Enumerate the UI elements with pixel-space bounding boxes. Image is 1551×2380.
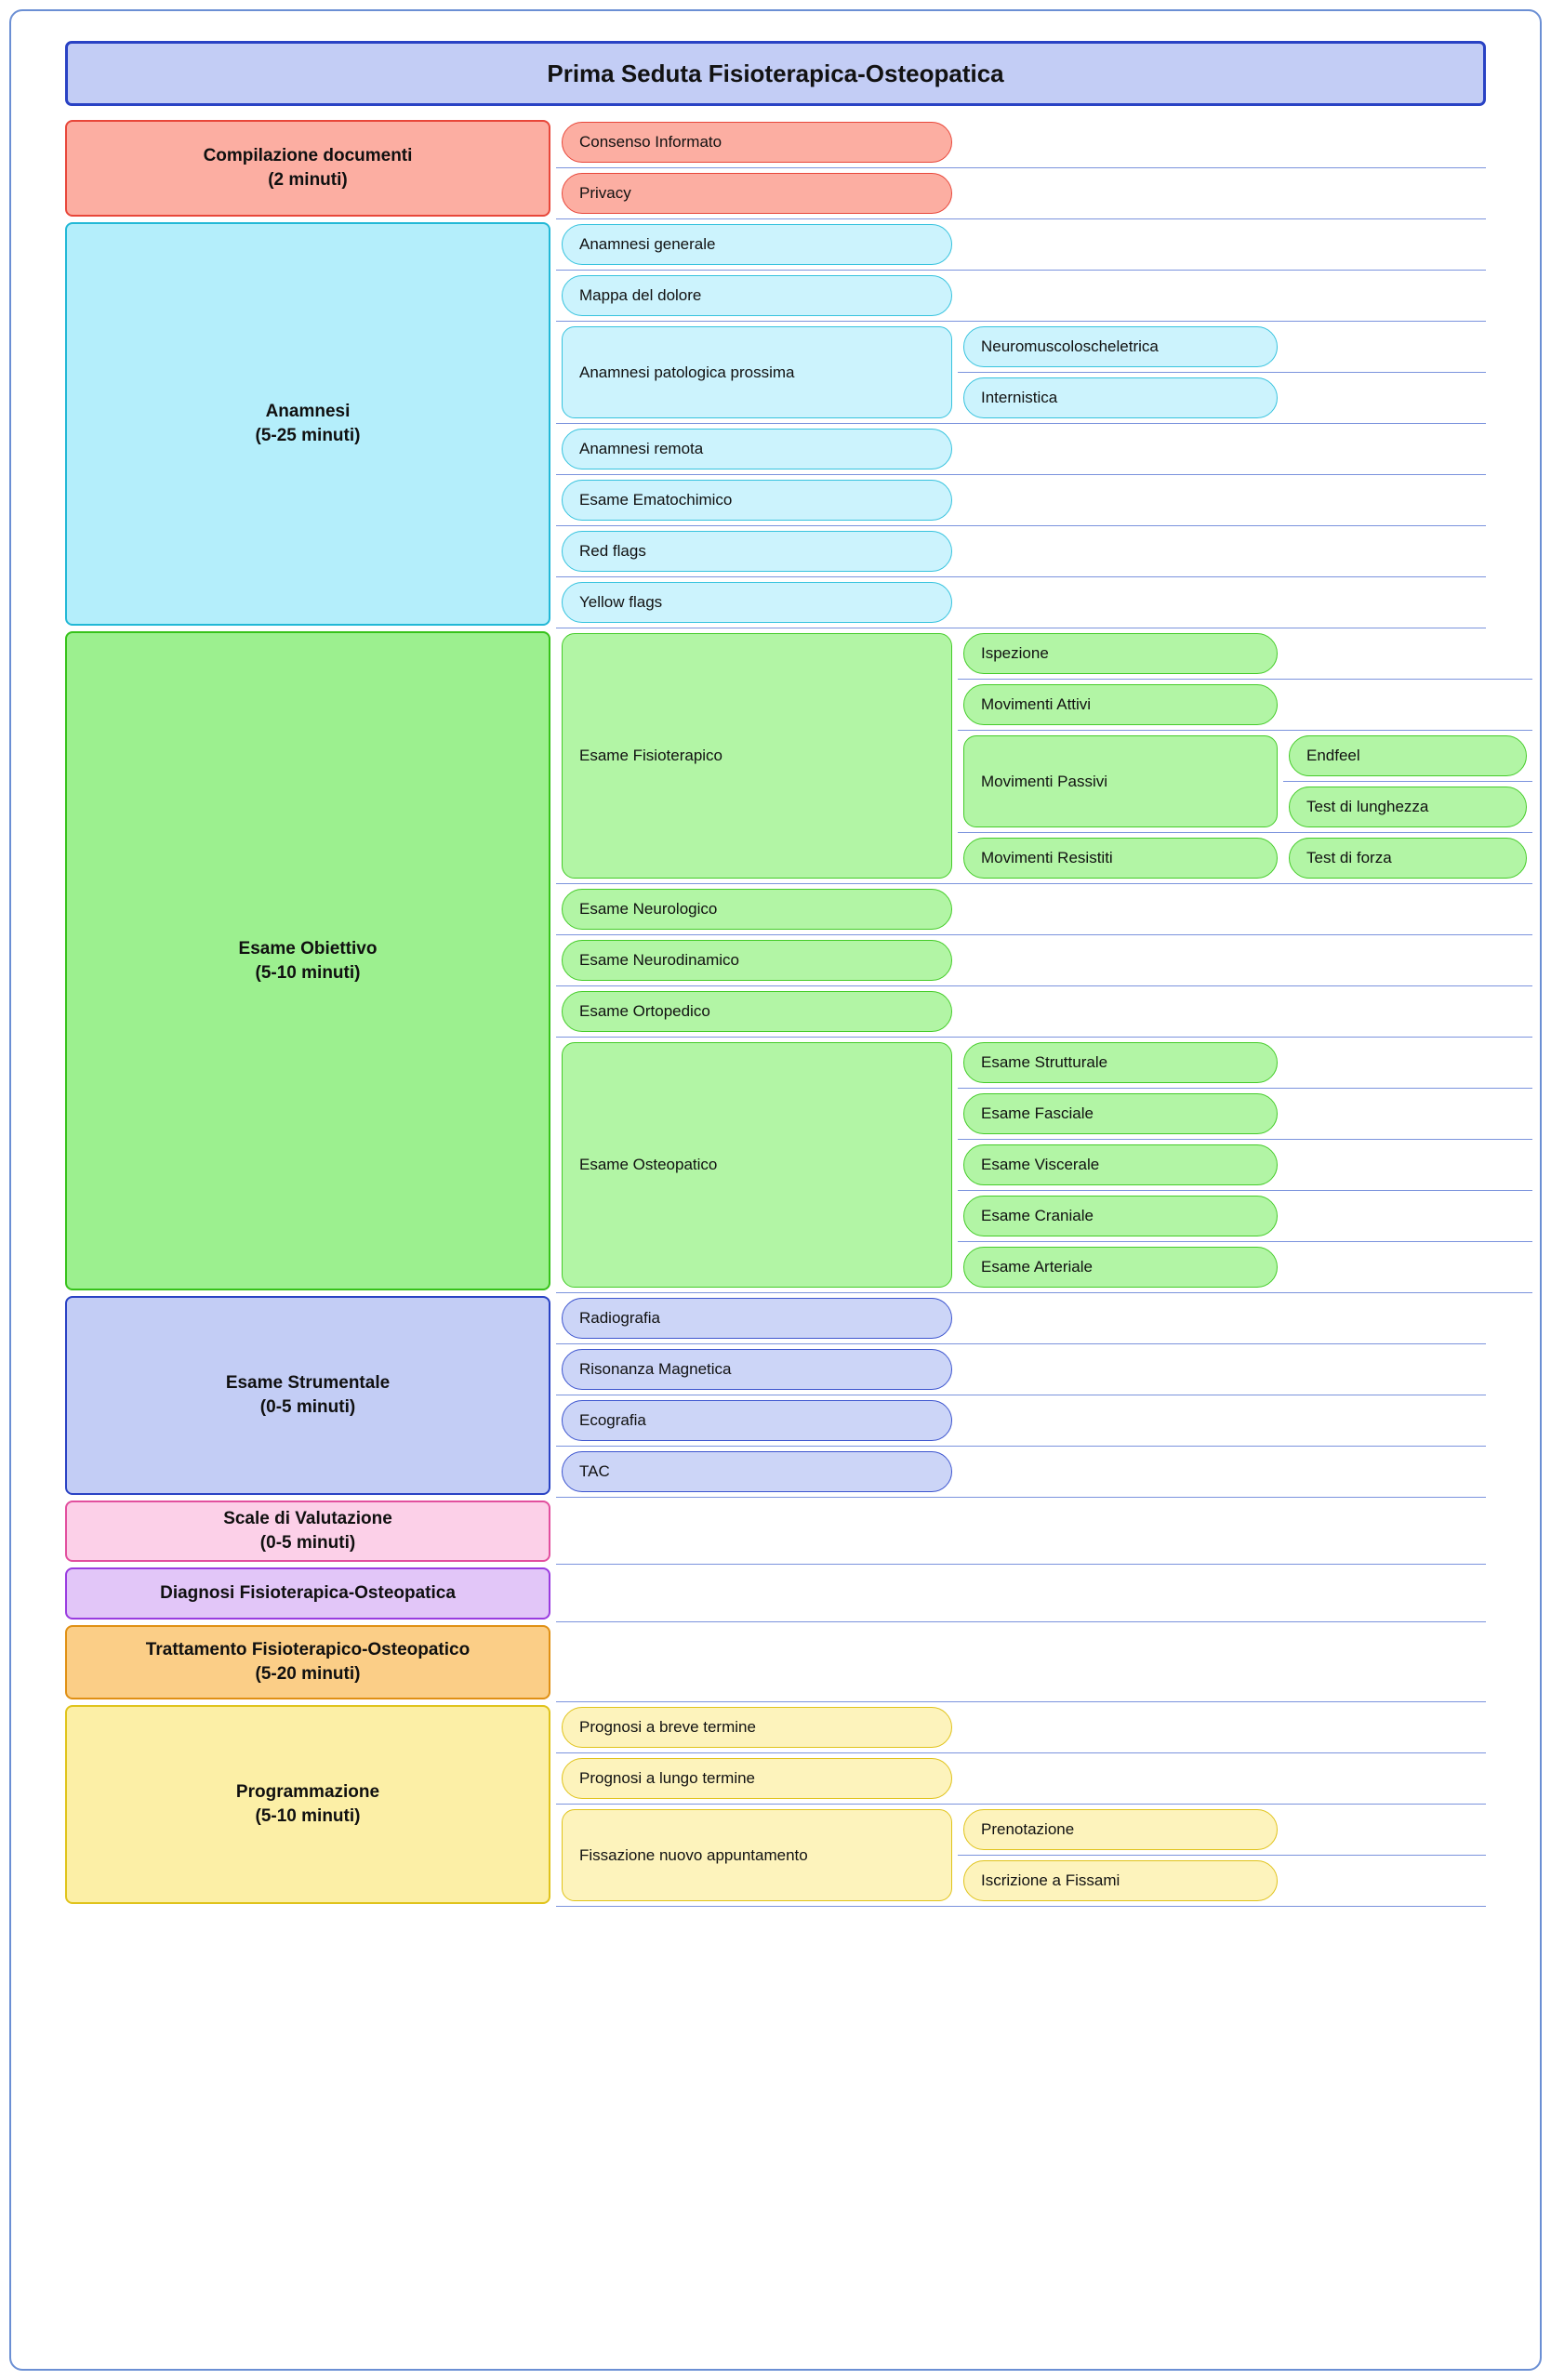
subitem-cell — [958, 373, 1283, 423]
empty-cell — [958, 1344, 1486, 1395]
subitem-cell — [958, 1191, 1283, 1241]
item-anamnesi-patologica-prossima[interactable]: Anamnesi patologica prossima — [562, 326, 952, 418]
diagram-content — [39, 20, 1512, 1907]
empty-cell — [1283, 680, 1532, 730]
item-esame-fisioterapico[interactable]: Esame Fisioterapico — [562, 633, 952, 879]
subitem-row — [958, 1856, 1486, 1906]
item-row — [556, 1498, 1486, 1565]
item-row — [556, 322, 1486, 424]
subitem-row — [958, 322, 1486, 373]
subitem-cell — [958, 1242, 1283, 1292]
section-compilazione-documenti — [65, 117, 1486, 219]
stage-esame-strumentale[interactable] — [65, 1296, 550, 1495]
stage-cell — [65, 628, 556, 1293]
subitem-row — [958, 1089, 1532, 1140]
subitem-cell — [958, 731, 1283, 832]
item-row — [556, 1038, 1532, 1293]
item-cell — [556, 168, 958, 218]
item-red-flags[interactable]: Red flags — [562, 531, 952, 572]
subitems-column — [958, 628, 1532, 883]
empty-cell — [1283, 1038, 1532, 1088]
item-row — [556, 1805, 1486, 1907]
diagram-title: Prima Seduta Fisioterapica-Osteopatica — [65, 41, 1486, 106]
stage-label-line1: Trattamento Fisioterapico-Osteopatico — [145, 1640, 471, 1660]
item-row — [556, 935, 1532, 986]
empty-cell — [958, 117, 1486, 167]
empty-cell — [556, 1498, 1486, 1564]
stage-label-line1: Esame Obiettivo — [238, 938, 378, 959]
stage-programmazione[interactable] — [65, 1705, 550, 1904]
empty-cell — [1283, 1856, 1486, 1906]
leaf-test-di-lunghezza[interactable]: Test di lunghezza — [1289, 787, 1527, 827]
subitem-cell — [958, 833, 1283, 883]
subitem-esame-craniale[interactable]: Esame Craniale — [963, 1196, 1278, 1236]
stage-label-line1: Anamnesi — [265, 402, 351, 422]
stage-scale-di-valutazione[interactable] — [65, 1501, 550, 1562]
stage-label-line2: (5-25 minuti) — [255, 426, 361, 445]
items-column — [556, 1622, 1486, 1702]
items-column — [556, 1565, 1486, 1622]
item-cell — [556, 1447, 958, 1497]
items-column — [556, 219, 1486, 628]
subitem-cell — [958, 1089, 1283, 1139]
item-consenso-informato[interactable]: Consenso Informato — [562, 122, 952, 163]
items-column — [556, 117, 1486, 219]
item-cell — [556, 219, 958, 270]
stage-label-line2: (0-5 minuti) — [259, 1533, 356, 1553]
leaf-endfeel[interactable]: Endfeel — [1289, 735, 1527, 776]
item-radiografia[interactable]: Radiografia — [562, 1298, 952, 1339]
item-mappa-del-dolore[interactable]: Mappa del dolore — [562, 275, 952, 316]
empty-cell — [1283, 373, 1486, 423]
item-anamnesi-generale[interactable]: Anamnesi generale — [562, 224, 952, 265]
subitem-row — [958, 680, 1532, 731]
empty-cell — [1283, 1805, 1486, 1855]
subitem-movimenti-attivi[interactable]: Movimenti Attivi — [963, 684, 1278, 725]
subitem-row — [958, 731, 1532, 833]
item-cell — [556, 475, 958, 525]
item-row — [556, 1565, 1486, 1622]
subitem-cell — [958, 1038, 1283, 1088]
item-row — [556, 117, 1486, 168]
item-row — [556, 577, 1486, 628]
empty-cell — [958, 424, 1486, 474]
stage-label-line2: (5-20 minuti) — [255, 1664, 361, 1684]
section-diagnosi — [65, 1565, 1486, 1622]
item-privacy[interactable]: Privacy — [562, 173, 952, 214]
section-scale-di-valutazione — [65, 1498, 1486, 1565]
item-cell — [556, 1293, 958, 1343]
stage-label-line2: (5-10 minuti) — [255, 962, 361, 983]
subitem-row — [958, 628, 1532, 680]
item-esame-osteopatico[interactable]: Esame Osteopatico — [562, 1042, 952, 1288]
item-esame-neurodinamico[interactable]: Esame Neurodinamico — [562, 940, 952, 981]
section-anamnesi — [65, 219, 1486, 628]
empty-cell — [1283, 1140, 1532, 1190]
stage-label-line1: Diagnosi Fisioterapica-Osteopatica — [160, 1583, 456, 1604]
stage-cell — [65, 1293, 556, 1498]
subitem-row — [958, 1242, 1532, 1292]
stage-label-line1: Programmazione — [235, 1782, 380, 1803]
section-trattamento — [65, 1622, 1486, 1702]
section-esame-strumentale — [65, 1293, 1486, 1498]
stage-cell — [65, 1622, 556, 1702]
item-prognosi-a-breve-termine[interactable]: Prognosi a breve termine — [562, 1707, 952, 1748]
item-row — [556, 986, 1532, 1038]
empty-cell — [958, 271, 1486, 321]
subitem-cell — [958, 1140, 1283, 1190]
subitem-movimenti-resistiti[interactable]: Movimenti Resistiti — [963, 838, 1278, 879]
items-column — [556, 628, 1532, 1293]
subitem-neuromuscoloscheletrica[interactable]: Neuromuscoloscheletrica — [963, 326, 1278, 367]
item-cell — [556, 1753, 958, 1804]
item-cell — [556, 935, 958, 985]
item-cell — [556, 526, 958, 576]
subitem-iscrizione-a-fissami[interactable]: Iscrizione a Fissami — [963, 1860, 1278, 1901]
empty-cell — [556, 1565, 1486, 1621]
item-prognosi-a-lungo-termine[interactable]: Prognosi a lungo termine — [562, 1758, 952, 1799]
item-yellow-flags[interactable]: Yellow flags — [562, 582, 952, 623]
subitems-column — [958, 1038, 1532, 1292]
empty-cell — [958, 168, 1486, 218]
item-esame-neurologico[interactable]: Esame Neurologico — [562, 889, 952, 930]
item-esame-ematochimico[interactable]: Esame Ematochimico — [562, 480, 952, 521]
leaf-cell — [1283, 782, 1532, 832]
item-esame-ortopedico[interactable]: Esame Ortopedico — [562, 991, 952, 1032]
subitem-ispezione[interactable]: Ispezione — [963, 633, 1278, 674]
item-cell — [556, 1344, 958, 1395]
stage-cell — [65, 219, 556, 628]
leaf-test-di-forza[interactable]: Test di forza — [1289, 838, 1527, 879]
item-risonanza-magnetica[interactable]: Risonanza Magnetica — [562, 1349, 952, 1390]
item-row — [556, 1344, 1486, 1395]
section-programmazione — [65, 1702, 1486, 1907]
stage-cell — [65, 1702, 556, 1907]
stage-label-line1: Compilazione documenti — [203, 146, 413, 166]
items-column — [556, 1702, 1486, 1907]
empty-cell — [1283, 628, 1532, 679]
subitem-cell — [958, 628, 1283, 679]
stage-cell — [65, 1565, 556, 1622]
empty-cell — [958, 1753, 1486, 1804]
leaf-column — [1283, 731, 1532, 832]
subitem-prenotazione[interactable]: Prenotazione — [963, 1809, 1278, 1850]
item-ecografia[interactable]: Ecografia — [562, 1400, 952, 1441]
subitem-row — [958, 1191, 1532, 1242]
section-esame-obiettivo — [65, 628, 1486, 1293]
item-cell — [556, 577, 958, 628]
item-row — [556, 168, 1486, 219]
subitem-esame-strutturale[interactable]: Esame Strutturale — [963, 1042, 1278, 1083]
item-row — [556, 219, 1486, 271]
subitem-row — [958, 373, 1486, 423]
stage-label-line2: (5-10 minuti) — [255, 1806, 361, 1826]
stage-label-line1: Esame Strumentale — [225, 1373, 391, 1394]
leaf-cell — [1283, 731, 1532, 781]
item-cell — [556, 322, 958, 423]
empty-cell — [1283, 1089, 1532, 1139]
item-anamnesi-remota[interactable]: Anamnesi remota — [562, 429, 952, 469]
item-cell — [556, 1805, 958, 1906]
item-row — [556, 628, 1532, 884]
item-cell — [556, 1395, 958, 1446]
subitem-row — [958, 1038, 1532, 1089]
item-row — [556, 424, 1486, 475]
leaf-row — [1283, 833, 1532, 883]
subitem-row — [958, 1140, 1532, 1191]
subitem-esame-fasciale[interactable]: Esame Fasciale — [963, 1093, 1278, 1134]
leaf-row — [1283, 731, 1532, 782]
empty-cell — [958, 1395, 1486, 1446]
subitem-internistica[interactable]: Internistica — [963, 377, 1278, 418]
item-cell — [556, 424, 958, 474]
item-row — [556, 1395, 1486, 1447]
stage-esame-obiettivo[interactable] — [65, 631, 550, 1290]
stage-label-line2: (2 minuti) — [268, 170, 348, 190]
empty-cell — [1283, 322, 1486, 372]
leaf-row — [1283, 782, 1532, 832]
stage-trattamento[interactable] — [65, 1625, 550, 1699]
item-cell — [556, 1038, 958, 1292]
empty-cell — [958, 935, 1532, 985]
stage-cell — [65, 117, 556, 219]
stage-anamnesi[interactable] — [65, 222, 550, 626]
item-fissazione-nuovo-appuntamento[interactable]: Fissazione nuovo appuntamento — [562, 1809, 952, 1901]
item-row — [556, 1293, 1486, 1344]
item-row — [556, 884, 1532, 935]
item-cell — [556, 986, 958, 1037]
item-row — [556, 1622, 1486, 1702]
item-cell — [556, 117, 958, 167]
subitems-column — [958, 1805, 1486, 1906]
item-row — [556, 526, 1486, 577]
item-tac[interactable]: TAC — [562, 1451, 952, 1492]
empty-cell — [1283, 1191, 1532, 1241]
empty-cell — [958, 884, 1532, 934]
item-cell — [556, 628, 958, 883]
subitem-row — [958, 1805, 1486, 1856]
subitem-esame-arteriale[interactable]: Esame Arteriale — [963, 1247, 1278, 1288]
empty-cell — [958, 986, 1532, 1037]
subitem-movimenti-passivi[interactable]: Movimenti Passivi — [963, 735, 1278, 827]
leaf-cell — [1283, 833, 1532, 883]
empty-cell — [958, 219, 1486, 270]
empty-cell — [556, 1622, 1486, 1701]
empty-cell — [958, 577, 1486, 628]
stage-label-line2: (0-5 minuti) — [259, 1397, 356, 1417]
subitem-cell — [958, 680, 1283, 730]
item-row — [556, 1753, 1486, 1805]
empty-cell — [958, 1702, 1486, 1752]
subitem-row — [958, 833, 1532, 883]
item-row — [556, 1702, 1486, 1753]
item-cell — [556, 271, 958, 321]
stage-label-line1: Scale di Valutazione — [223, 1509, 392, 1529]
subitem-cell — [958, 1805, 1283, 1855]
empty-cell — [958, 1293, 1486, 1343]
subitems-column — [958, 322, 1486, 423]
item-cell — [556, 884, 958, 934]
item-cell — [556, 1702, 958, 1752]
empty-cell — [958, 475, 1486, 525]
stage-cell — [65, 1498, 556, 1565]
empty-cell — [1283, 1242, 1532, 1292]
leaf-column — [1283, 833, 1532, 883]
items-column — [556, 1498, 1486, 1565]
item-row — [556, 475, 1486, 526]
empty-cell — [958, 1447, 1486, 1497]
item-row — [556, 1447, 1486, 1498]
item-row — [556, 271, 1486, 322]
subitem-cell — [958, 1856, 1283, 1906]
items-column — [556, 1293, 1486, 1498]
subitem-cell — [958, 322, 1283, 372]
empty-cell — [958, 526, 1486, 576]
subitem-esame-viscerale[interactable]: Esame Viscerale — [963, 1144, 1278, 1185]
stage-diagnosi[interactable] — [65, 1567, 550, 1620]
stage-compilazione-documenti[interactable] — [65, 120, 550, 217]
